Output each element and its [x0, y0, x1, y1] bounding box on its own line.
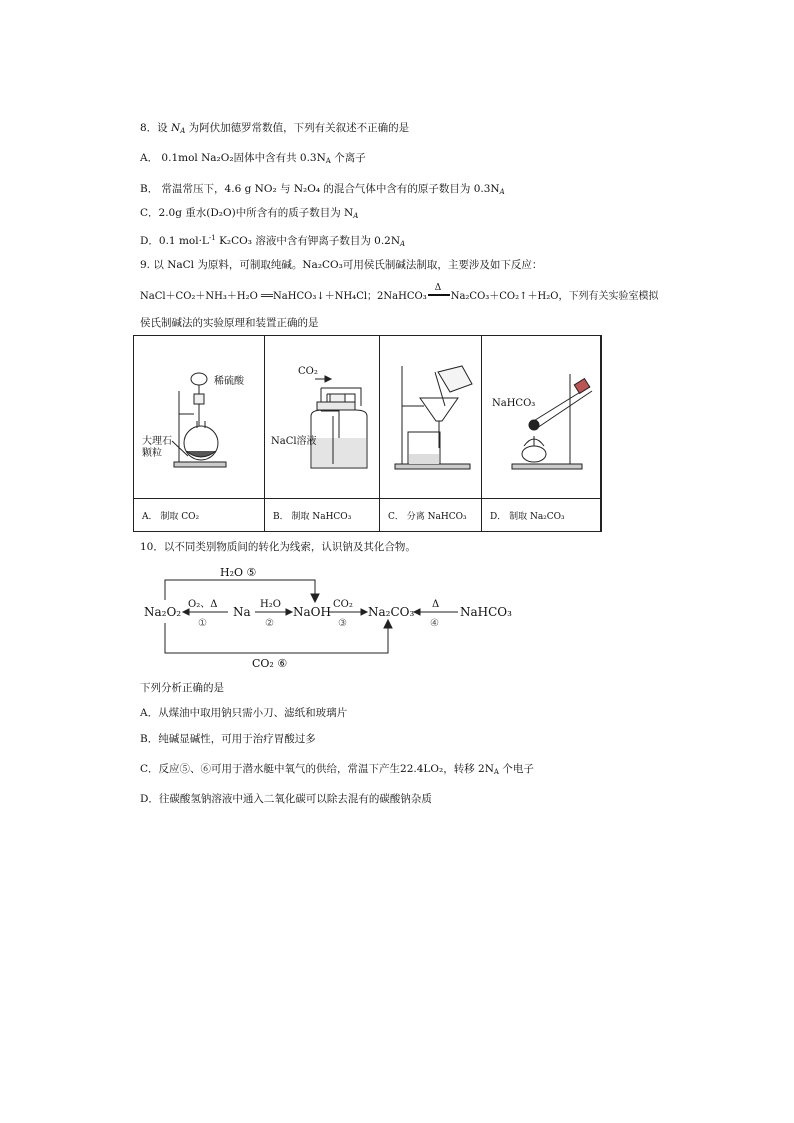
q8-option-a-tail: 个离子 [330, 152, 366, 164]
option-c-caption: C． 分离 NaHCO₃ [388, 512, 467, 522]
q10-option-c-sub: A [493, 768, 499, 776]
q10-option-a: A．从煤油中取用钠只需小刀、滤纸和玻璃片 [140, 707, 348, 719]
q10-intro: 下列分析正确的是 [140, 682, 224, 694]
q9-stem: 9. 以 NaCl 为原料，可制取纯碱。Na₂CO₃可用侯氏制碱法制取，主要涉及如下反应： [140, 259, 543, 271]
q9-delta-symbol: Δ [434, 283, 442, 293]
label-dilute-sulfuric-acid: 稀硫酸 [214, 376, 244, 387]
arrowhead-2 [286, 609, 292, 615]
q8-stem-na-sub: A [180, 127, 186, 135]
label-nahco3-tube: NaHCO₃ [492, 398, 536, 409]
apparatus-table [133, 335, 602, 532]
q10-option-c-post: 个电子 [498, 763, 534, 775]
q8-option-c [140, 206, 358, 223]
species-nahco3: NaHCO₃ [460, 605, 512, 619]
q8-stem [140, 121, 409, 138]
q8-option-c-text: C．2.0g 重水(D₂O)中所含有的质子数目为 N [140, 207, 354, 219]
q8-option-a [140, 151, 366, 168]
apparatus-b-drawing [265, 336, 380, 498]
q9-equation-part1: NaCl＋CO₂＋NH₃＋H₂O ══NaHCO₃↓＋NH₄Cl；2NaHCO₃ [140, 291, 427, 302]
option-a-caption: A． 制取 CO₂ [142, 512, 200, 522]
q8-option-a-sub: A [325, 157, 331, 165]
q8-option-d-post: K₂CO₃ 溶液中含有钾离子数目为 0.2N [215, 235, 401, 247]
apparatus-c-drawing [380, 336, 482, 498]
q10-option-b: B．纯碱显碱性，可用于治疗胃酸过多 [140, 733, 316, 745]
q8-option-c-sub: A [353, 212, 359, 220]
q10-option-c [140, 762, 534, 779]
q9-equation [140, 283, 659, 304]
q8-option-a-text: A． 0.1mol Na₂O₂固体中含有共 0.3N [140, 152, 326, 164]
q8-option-d-sup: -1 [208, 234, 216, 242]
condition-reaction-1: O₂、Δ [188, 599, 218, 610]
q8-stem-pre: 8．设 [140, 122, 172, 134]
option-d-caption: D． 制取 Na₂CO₃ [490, 512, 565, 522]
species-na2co3: Na₂CO₃ [368, 605, 415, 619]
q10-stem: 10．以不同类别物质间的转化为线索，认识钠及其化合物。 [140, 541, 416, 553]
arrowhead-4 [414, 609, 420, 615]
condition-reaction-4: Δ [432, 599, 440, 610]
species-na2o2: Na₂O₂ [144, 605, 182, 619]
q9-stem-2: 侯氏制碱法的实验原理和装置正确的是 [140, 317, 319, 329]
q8-option-d-sub: A [400, 240, 406, 248]
species-naoh: NaOH [293, 605, 331, 619]
arrowhead-5 [311, 594, 319, 602]
q8-stem-post: 为阿伏加德罗常数值，下列有关叙述不正确的是 [185, 122, 410, 134]
q8-option-d-pre: D．0.1 mol·L [140, 235, 209, 247]
label-reaction-1: ① [198, 618, 207, 629]
q10-option-d: D．往碳酸氢钠溶液中通入二氧化碳可以除去混有的碳酸钠杂质 [140, 793, 432, 805]
label-reaction-4: ④ [430, 618, 439, 629]
q8-option-b [140, 182, 505, 199]
label-marble: 大理石 [142, 436, 172, 447]
path-reaction-5 [165, 580, 315, 600]
q8-option-d [140, 231, 405, 251]
arrowhead-3 [361, 609, 367, 615]
arrowhead-6 [384, 620, 392, 628]
q8-option-b-text: B． 常温常压下，4.6 g NO₂ 与 N₂O₄ 的混合气体中含有的原子数目为 0.3N [140, 183, 500, 195]
condition-reaction-6: CO₂ ⑥ [252, 657, 288, 670]
sodium-conversion-diagram [140, 560, 520, 675]
label-reaction-3: ③ [338, 618, 347, 629]
condition-reaction-3: CO₂ [333, 599, 353, 610]
q9-equation-part2: Na₂CO₃＋CO₂↑＋H₂O，下列有关实验室模拟 [450, 291, 659, 302]
q8-stem-na: N [171, 122, 181, 134]
label-nacl-solution: NaCl溶液 [271, 436, 317, 447]
label-reaction-2: ② [265, 618, 274, 629]
apparatus-d-drawing [482, 336, 601, 498]
condition-reaction-2: H₂O [260, 599, 281, 610]
species-na: Na [233, 605, 251, 619]
caption-row [134, 498, 601, 532]
q9-heat-arrow [427, 283, 451, 304]
q10-option-c-pre: C．反应⑤、⑥可用于潜水艇中氧气的供给，常温下产生22.4LO₂，转移 2N [140, 763, 494, 775]
q8-option-b-sub: A [499, 188, 505, 196]
label-co2-inlet: CO₂ [298, 366, 318, 377]
condition-reaction-5: H₂O ⑤ [220, 566, 257, 579]
apparatus-a-drawing [134, 336, 265, 498]
option-b-caption: B． 制取 NaHCO₃ [273, 512, 352, 522]
label-granules: 颗粒 [142, 448, 162, 459]
